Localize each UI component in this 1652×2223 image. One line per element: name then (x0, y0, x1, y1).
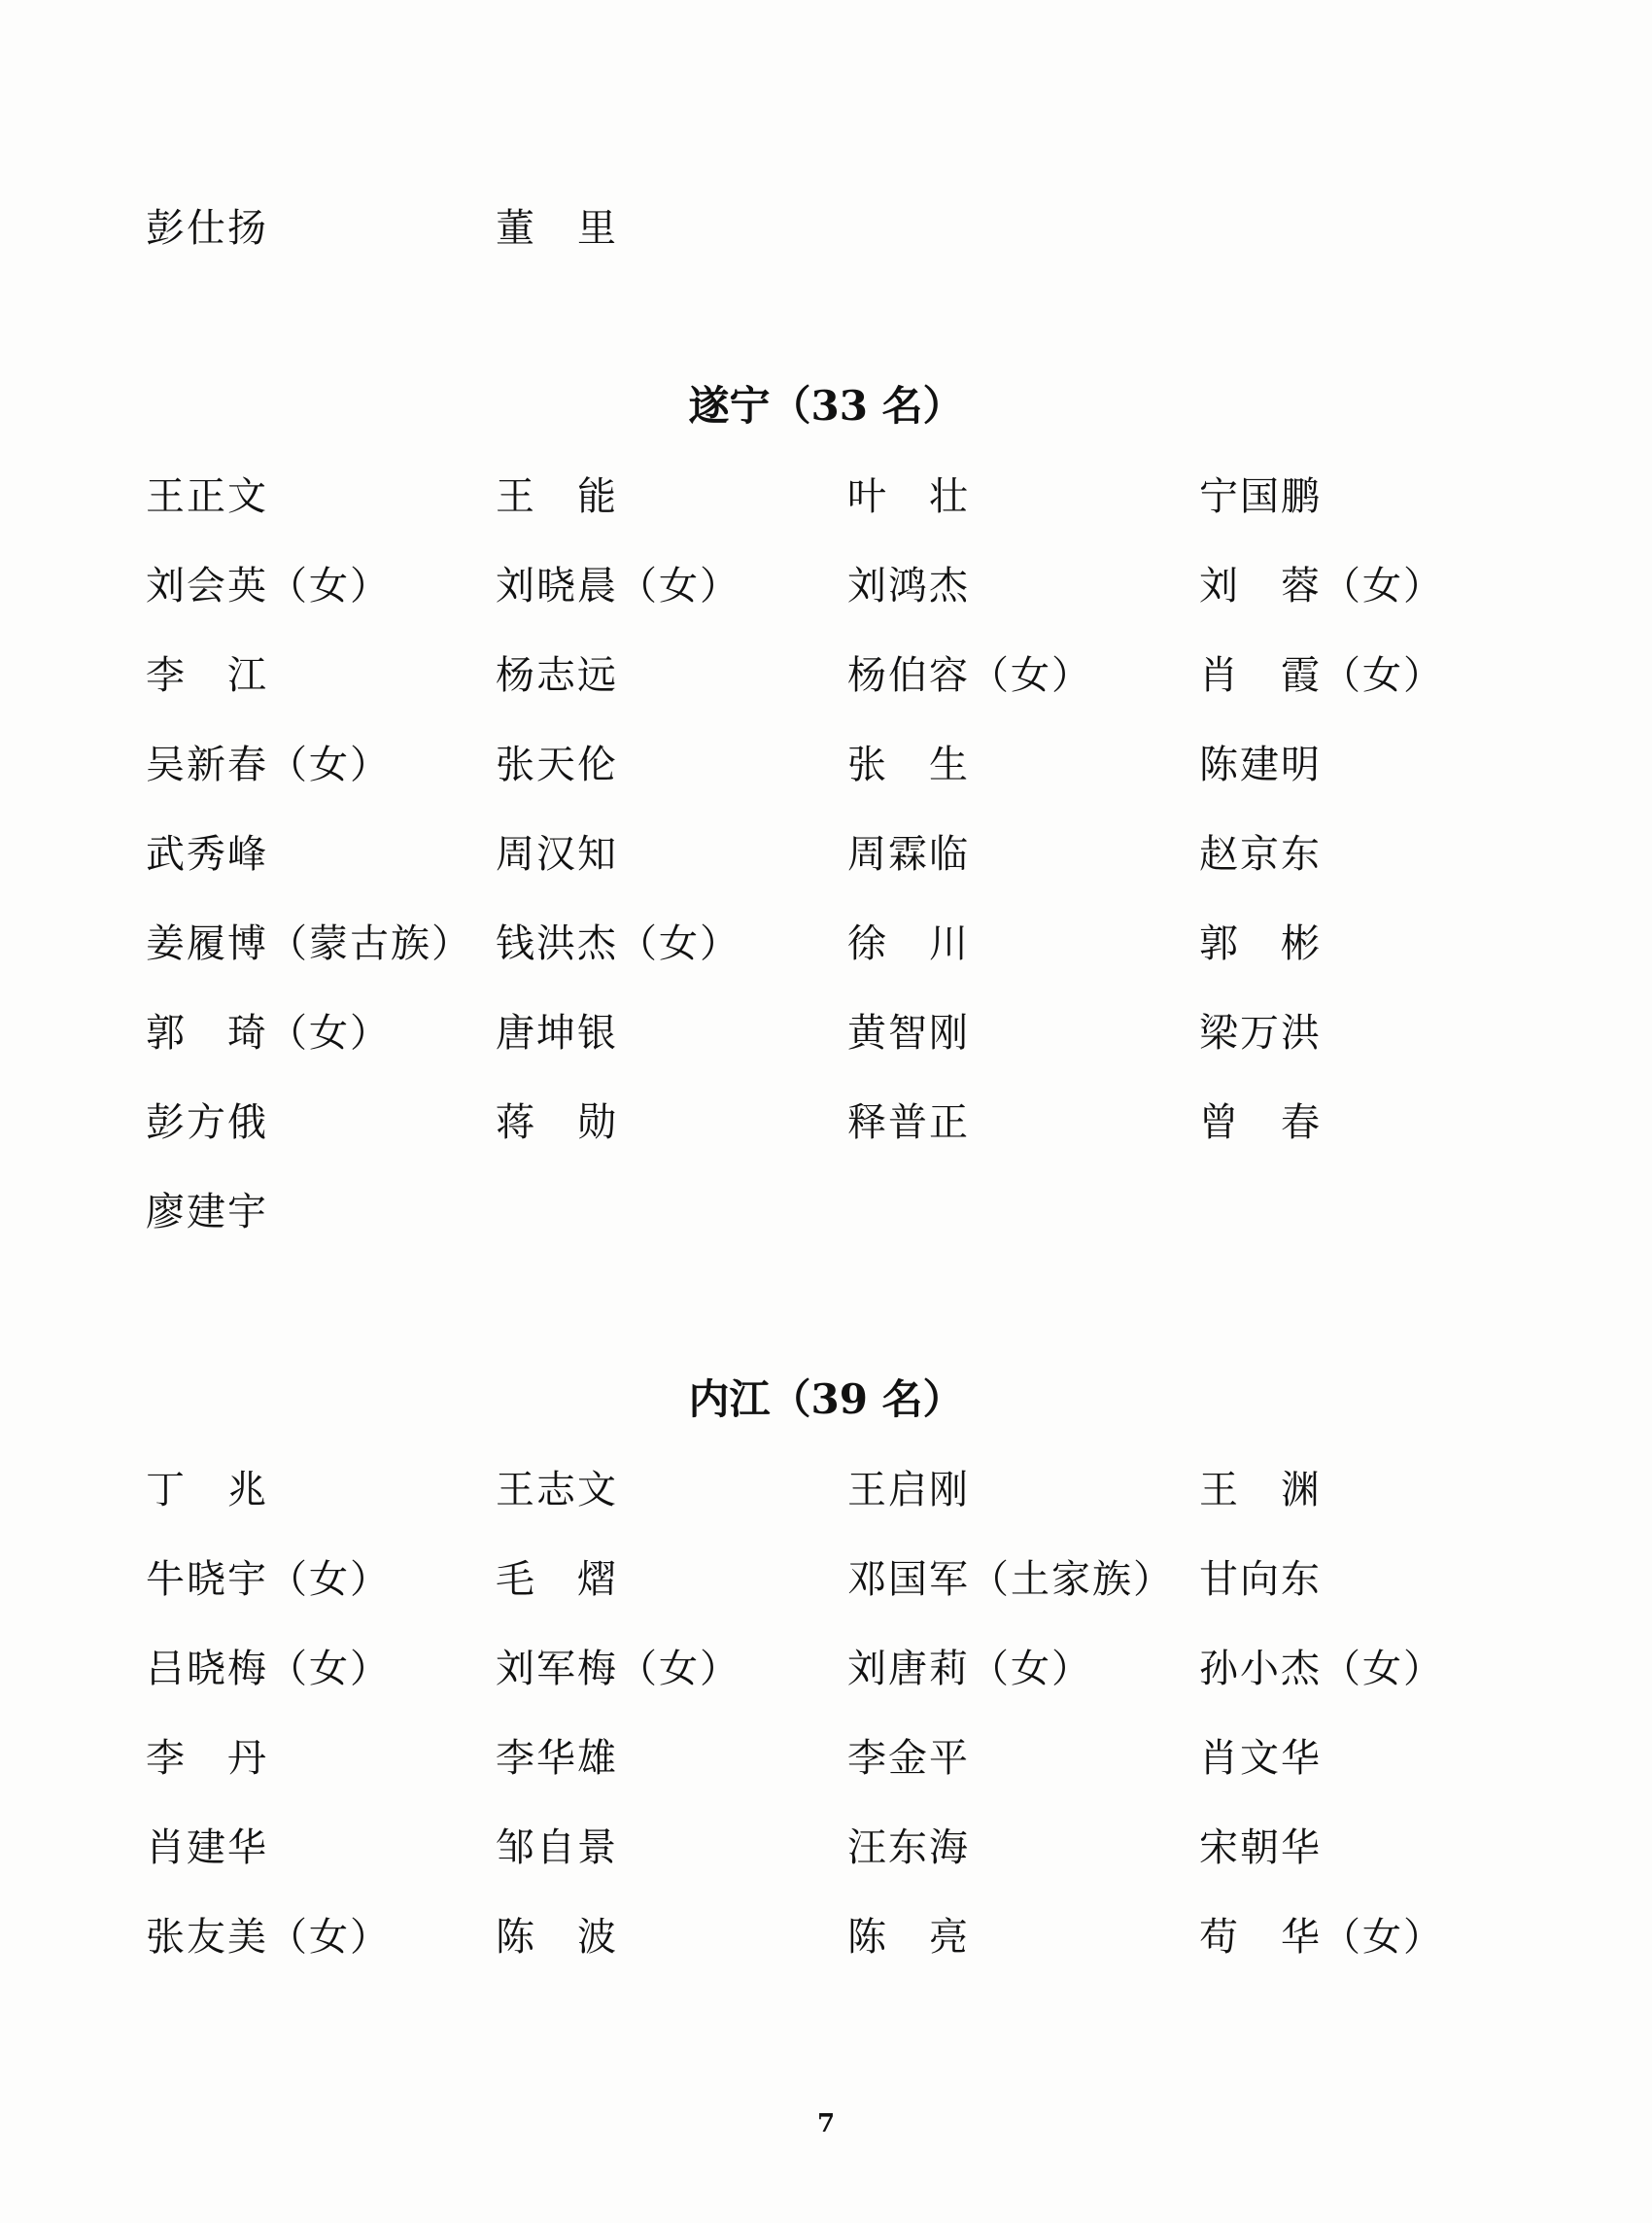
page-number: 7 (816, 2109, 836, 2138)
section-region: 遂宁 (688, 382, 771, 430)
person-name: 梁万洪 (1199, 1011, 1322, 1056)
person-name: 肖文华 (1199, 1736, 1322, 1781)
person-name: 王正文 (146, 474, 268, 519)
person-name: 牛晓宇（女） (146, 1557, 391, 1602)
person-name: 刘晓晨（女） (496, 564, 740, 608)
person-name: 周霖临 (847, 832, 970, 877)
person-name: 李金平 (847, 1736, 970, 1781)
person-name: 刘军梅（女） (496, 1647, 740, 1691)
name-row (146, 825, 1506, 884)
person-name: 李 江 (146, 653, 268, 698)
person-name: 刘会英（女） (146, 564, 391, 608)
person-name: 杨志远 (496, 653, 618, 698)
name-row (146, 1094, 1506, 1152)
name-row (146, 1183, 1506, 1241)
person-name: 肖建华 (146, 1825, 268, 1870)
person-name: 王 能 (496, 474, 618, 519)
name-row (146, 1550, 1506, 1609)
person-name: 杨伯容（女） (847, 653, 1092, 698)
person-name: 陈 亮 (847, 1915, 970, 1960)
person-name: 董 里 (496, 206, 618, 251)
person-name: 释普正 (847, 1100, 970, 1145)
name-row (146, 1461, 1506, 1519)
person-name: 徐 川 (847, 921, 970, 966)
person-name: 彭仕扬 (146, 206, 268, 251)
person-name: 李 丹 (146, 1736, 268, 1781)
person-name: 武秀峰 (146, 832, 268, 877)
person-name: 郭 琦（女） (146, 1011, 391, 1056)
person-name: 彭方俄 (146, 1100, 268, 1145)
name-row (146, 1729, 1506, 1788)
person-name: 张 生 (847, 743, 970, 787)
name-row (146, 915, 1506, 973)
person-name: 蒋 勋 (496, 1100, 618, 1145)
name-row (146, 1640, 1506, 1698)
person-name: 甘向东 (1199, 1557, 1322, 1602)
person-name: 姜履博（蒙古族） (146, 921, 472, 966)
person-name: 张友美（女） (146, 1915, 391, 1960)
name-row (146, 646, 1506, 705)
person-name: 陈 波 (496, 1915, 618, 1960)
section-count: （33 名） (770, 382, 964, 430)
person-name: 吴新春（女） (146, 743, 391, 787)
person-name: 宁国鹏 (1199, 474, 1322, 519)
person-name: 叶 壮 (847, 474, 970, 519)
person-name: 黄智刚 (847, 1011, 970, 1056)
name-row (146, 557, 1506, 615)
person-name: 苟 华（女） (1199, 1915, 1444, 1960)
name-row (146, 199, 1506, 258)
name-row (146, 736, 1506, 794)
section-region: 内江 (688, 1375, 771, 1423)
person-name: 周汉知 (496, 832, 618, 877)
person-name: 赵京东 (1199, 832, 1322, 877)
section-count: （39 名） (770, 1375, 964, 1423)
person-name: 毛 熠 (496, 1557, 618, 1602)
person-name: 刘 蓉（女） (1199, 564, 1444, 608)
person-name: 王启刚 (847, 1468, 970, 1512)
person-name: 郭 彬 (1199, 921, 1322, 966)
section-heading-neijiang (0, 1371, 1652, 1429)
person-name: 钱洪杰（女） (496, 921, 740, 966)
person-name: 邹自景 (496, 1825, 618, 1870)
person-name: 宋朝华 (1199, 1825, 1322, 1870)
person-name: 张天伦 (496, 743, 618, 787)
person-name: 刘鸿杰 (847, 564, 970, 608)
person-name: 廖建宇 (146, 1190, 268, 1234)
section-heading-suining (0, 377, 1652, 435)
person-name: 唐坤银 (496, 1011, 618, 1056)
person-name: 丁 兆 (146, 1468, 268, 1512)
person-name: 陈建明 (1199, 743, 1322, 787)
person-name: 王 渊 (1199, 1468, 1322, 1512)
person-name: 邓国军（土家族） (847, 1557, 1174, 1602)
person-name: 曾 春 (1199, 1100, 1322, 1145)
person-name: 汪东海 (847, 1825, 970, 1870)
name-row (146, 468, 1506, 526)
person-name: 孙小杰（女） (1199, 1647, 1444, 1691)
person-name: 肖 霞（女） (1199, 653, 1444, 698)
name-row (146, 1908, 1506, 1966)
person-name: 吕晓梅（女） (146, 1647, 391, 1691)
name-row (146, 1819, 1506, 1877)
person-name: 李华雄 (496, 1736, 618, 1781)
name-row (146, 1004, 1506, 1062)
person-name: 刘唐莉（女） (847, 1647, 1092, 1691)
person-name: 王志文 (496, 1468, 618, 1512)
